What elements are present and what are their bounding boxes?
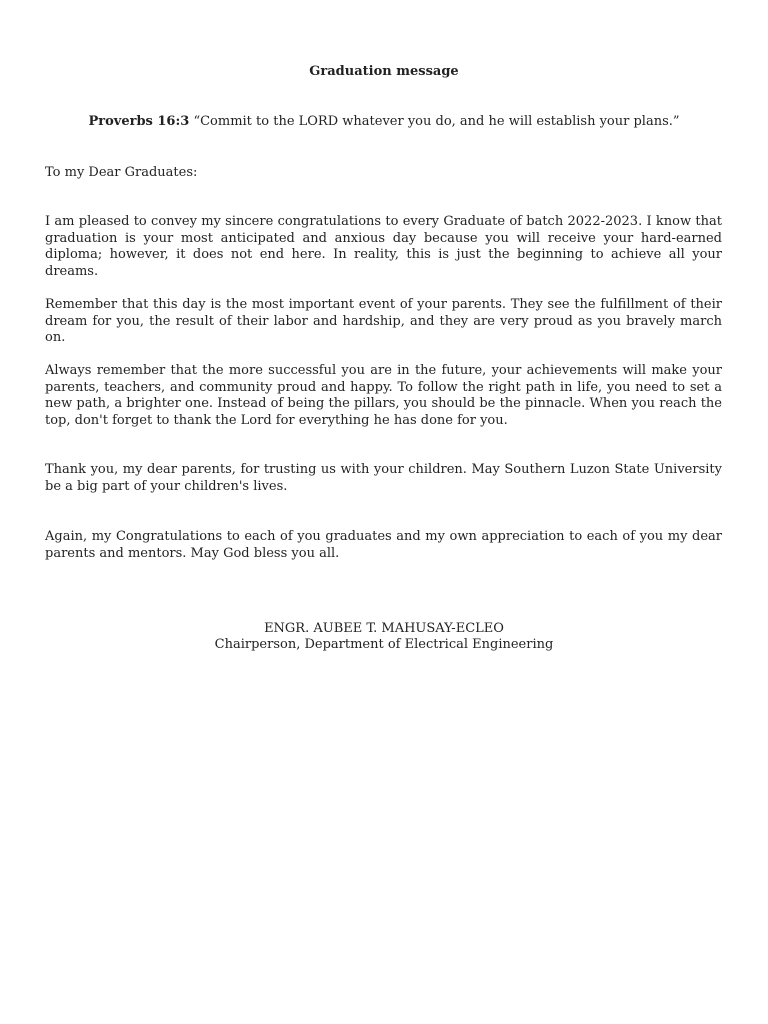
document-title: Graduation message — [309, 64, 459, 79]
verse-text: “Commit to the LORD whatever you do, and he will establish your plans.” — [193, 114, 680, 129]
signatory-name: ENGR. AUBEE T. MAHUSAY-ECLEO — [264, 621, 504, 636]
paragraph-congratulations: I am pleased to convey my sincere congratulations to every Graduate of batch 2022-2023. I know that graduation is your most anticipated and anxious day because you will receive your hard-earned diploma; however, it does not end here. In reality, this is just the beginning to achieve all your dreams. — [45, 214, 722, 279]
paragraph-thanks-parents: Thank you, my dear parents, for trusting us with your children. May Southern Luzon State University be a big part of your children's lives. — [45, 462, 722, 494]
signatory-position: Chairperson, Department of Electrical Engineering — [214, 637, 554, 652]
bible-verse — [0, 114, 768, 130]
paragraph-closing: Again, my Congratulations to each of you graduates and my own appreciation to each of you my dear parents and mentors. May God bless you all. — [45, 529, 722, 561]
verse-reference: Proverbs 16:3 — [88, 114, 190, 129]
paragraph-parents-day: Remember that this day is the most important event of your parents. They see the fulfillment of their dream for you, the result of their labor and hardship, and they are very proud as you bravely march on. — [45, 297, 722, 345]
salutation: To my Dear Graduates: — [45, 165, 198, 180]
paragraph-success: Always remember that the more successful you are in the future, your achievements will make your parents, teachers, and community proud and happy. To follow the right path in life, you need to set a new path, a brighter one. Instead of being the pillars, you should be the pinnacle. When you reach the top, don't forget to thank the Lord for everything he has done for you. — [45, 363, 722, 428]
